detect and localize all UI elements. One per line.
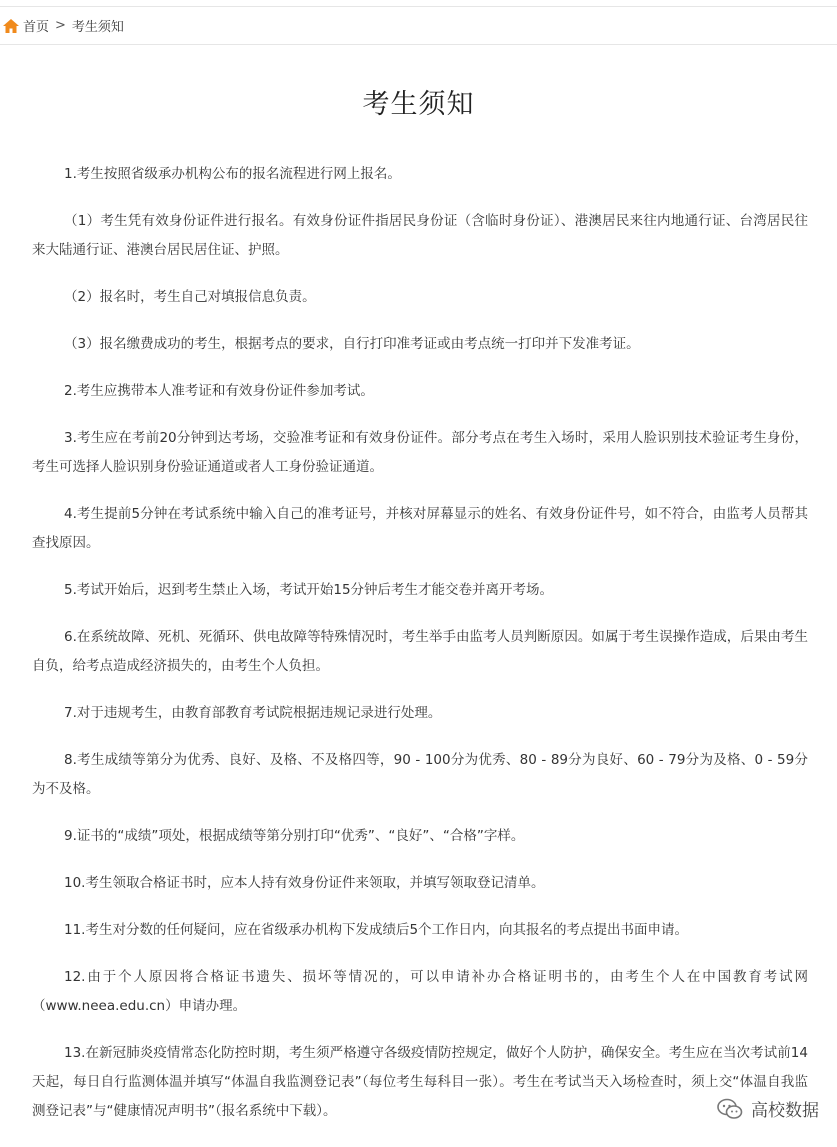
paragraph-3: 3.考生应在考前20分钟到达考场，交验准考证和有效身份证件。部分考点在考生入场时，采用人脸识别技术验证考生身份，考生可选择人脸识别身份验证通道或者人工身份验证通道。 <box>32 430 808 475</box>
paragraph-4: 4.考生提前5分钟在考试系统中输入自己的准考证号，并核对屏幕显示的姓名、有效身份证件号，如不符合，由监考人员帮其查找原因。 <box>32 506 808 551</box>
wechat-icon <box>717 1098 743 1120</box>
paragraph-9: 9.证书的“成绩”项处，根据成绩等第分别打印“优秀”、“良好”、“合格”字样。 <box>64 828 525 844</box>
paragraph-6: 6.在系统故障、死机、死循环、供电故障等特殊情况时，考生举手由监考人员判断原因。如属于考生误操作造成，后果由考生自负，给考点造成经济损失的，由考生个人负担。 <box>32 629 808 674</box>
breadcrumb-current-link[interactable]: 考生须知 <box>71 20 124 35</box>
watermark-text: 高校数据 <box>751 1101 819 1121</box>
paragraph-10: 10.考生领取合格证书时，应本人持有效身份证件来领取，并填写领取登记清单。 <box>64 875 545 891</box>
breadcrumb-separator: > <box>55 18 66 33</box>
breadcrumb-bar <box>0 6 837 45</box>
paragraph-1-1: （1）考生凭有效身份证件进行报名。有效身份证件指居民身份证（含临时身份证）、港澳居民来往内地通行证、台湾居民往来大陆通行证、港澳台居民居住证、护照。 <box>32 213 808 258</box>
paragraph-2: 2.考生应携带本人准考证和有效身份证件参加考试。 <box>64 383 374 399</box>
home-icon[interactable] <box>3 19 19 33</box>
paragraph-8: 8.考生成绩等第分为优秀、良好、及格、不及格四等，90 - 100分为优秀、80 - 89分为良好、60 - 79分为及格、0 - 59分为不及格。 <box>32 752 808 797</box>
account-watermark <box>717 1096 819 1121</box>
breadcrumb-home-link[interactable]: 首页 <box>23 20 50 35</box>
page-title: 考生须知 <box>362 89 475 120</box>
paragraph-1: 1.考生按照省级承办机构公布的报名流程进行网上报名。 <box>64 166 401 182</box>
paragraph-11: 11.考生对分数的任何疑问，应在省级承办机构下发成绩后5个工作日内，向其报名的考点提出书面申请。 <box>64 922 689 938</box>
paragraph-5: 5.考试开始后，迟到考生禁止入场，考试开始15分钟后考生才能交卷并离开考场。 <box>64 582 554 598</box>
paragraph-1-3: （3）报名缴费成功的考生，根据考点的要求，自行打印准考证或由考点统一打印并下发准考证。 <box>64 336 640 352</box>
breadcrumb <box>3 16 124 35</box>
paragraph-7: 7.对于违规考生，由教育部教育考试院根据违规记录进行处理。 <box>64 705 442 721</box>
paragraph-1-2: （2）报名时，考生自己对填报信息负责。 <box>64 289 316 305</box>
article-body <box>32 160 808 1126</box>
paragraph-13: 13.在新冠肺炎疫情常态化防控时期，考生须严格遵守各级疫情防控规定，做好个人防护，确保安全。考生应在当次考试前14天起，每日自行监测体温并填写“体温自我监测登记表”（每位考生每科目一张）。考生在考试当天入场检查时，须上交“体温自我监测登记表”与“健康情况声明书”（报名系统中下载）。 <box>32 1045 808 1119</box>
paragraph-12: 12.由于个人原因将合格证书遗失、损坏等情况的，可以申请补办合格证明书的，由考生个人在中国教育考试网（www.neea.edu.cn）申请办理。 <box>32 969 808 1014</box>
